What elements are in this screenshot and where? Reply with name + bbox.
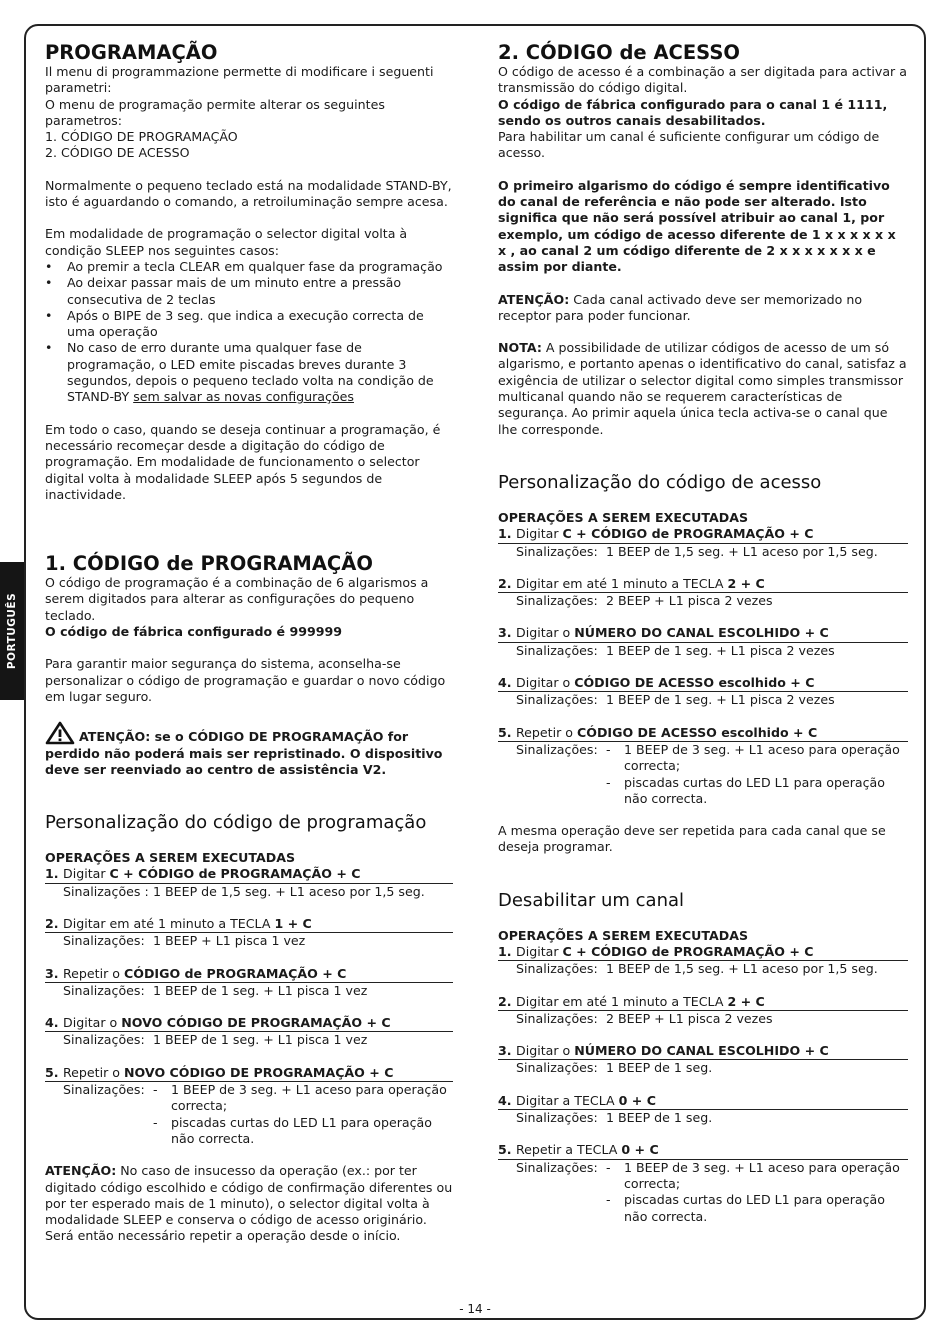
step-text [516, 526, 814, 542]
step-text [516, 1093, 656, 1109]
step-instruction [45, 866, 453, 883]
step-action: Repetir a TECLA [516, 1142, 622, 1158]
step-signals [45, 1032, 453, 1048]
page-number: - 14 - [459, 1302, 491, 1316]
dash-marker: - [606, 1192, 611, 1208]
intro-italian: Il menu di programmazione permette di modificare i seguenti parametri: [45, 64, 434, 96]
signals-label: Sinalizações: [63, 933, 145, 949]
signals-value: 1 BEEP de 1,5 seg. + L1 aceso por 1,5 seg. [606, 961, 878, 977]
signals-label: Sinalizações: [63, 1082, 145, 1098]
signals-label: Sinalizações: [516, 1110, 598, 1126]
bullet-item: • Ao deixar passar mais de um minuto entre a pressão consecutiva de 2 teclas [45, 275, 453, 308]
access-enable-text: Para habilitar um canal é suficiente configurar um código de acesso. [498, 129, 880, 161]
step-action: Digitar em até 1 minuto a TECLA [516, 575, 728, 591]
step-instruction [45, 1015, 453, 1032]
sleep-cases-list [45, 259, 453, 406]
attention-text: No caso de insucesso da operação (ex.: por ter digitado código escolhido e código de confirmação diferentes ou por ter esperado mais de 1 minuto), o selector digital volta à modalidade SLEEP e conserva o código de acesso originário. Será então necessário repetir a operação desde o início. [45, 1163, 453, 1244]
step-instruction [498, 994, 908, 1011]
bullet-item: • Ao premir a tecla CLEAR em qualquer fase da programação [45, 259, 453, 275]
signal-item [606, 742, 908, 775]
step-keys: 0 + C [618, 1092, 656, 1108]
signals-list [153, 1082, 453, 1147]
step-number: 4. [498, 1092, 512, 1108]
step-signals [45, 933, 453, 949]
factory-code: O código de fábrica configurado é 999999 [45, 624, 343, 640]
dash-marker: - [153, 1082, 158, 1098]
step-action: Digitar o [516, 1043, 575, 1059]
signal-text: 1 BEEP de 3 seg. + L1 aceso para operação correcta; [171, 1082, 447, 1114]
step-signals [498, 692, 908, 708]
step-text [63, 916, 312, 932]
step-text [516, 944, 814, 960]
step-instruction [498, 576, 908, 593]
step-number: 5. [498, 1142, 512, 1158]
step-keys: NOVO CÓDIGO DE PROGRAMAÇÃO + C [124, 1064, 394, 1080]
step-keys: 1 + C [274, 915, 312, 931]
step-number: 1. [498, 943, 512, 959]
step-instruction [498, 1043, 908, 1060]
step-instruction [498, 725, 908, 742]
menu-list-item: 2. CÓDIGO DE ACESSO [45, 145, 190, 161]
programming-heading: PROGRAMAÇÃO [45, 41, 218, 64]
step-number: 3. [45, 965, 59, 981]
disable-channel-heading: Desabilitar um canal [498, 889, 685, 911]
signals-label: Sinalizações: [516, 642, 598, 658]
signals-label: Sinalizações: [516, 741, 598, 757]
step-signals [498, 961, 908, 977]
bullet-text: No caso de erro durante uma qualquer fase de programação, o LED emite piscadas breves durante 3 segundos, depois o pequeno teclado volta na condição de STAND-BY [67, 340, 434, 405]
access-step-5 [498, 725, 908, 807]
step-number: 2. [45, 915, 59, 931]
step-action: Digitar o [63, 1015, 122, 1031]
intro-portuguese: O menu de programação permite alterar os seguintes parametros: [45, 96, 385, 128]
step-text [63, 1065, 393, 1081]
step-keys: CÓDIGO DE ACESSO escolhido + C [574, 675, 815, 691]
step-signals [498, 643, 908, 659]
attention-paragraph [45, 1163, 453, 1244]
dash-marker: - [606, 1159, 611, 1175]
signal-item [153, 1115, 453, 1148]
signals-label: Sinalizações: [516, 1159, 598, 1175]
step-keys: C + CÓDIGO de PROGRAMAÇÃO + C [562, 943, 814, 959]
step-number: 5. [45, 1064, 59, 1080]
step-instruction [45, 1065, 453, 1082]
step-keys: NOVO CÓDIGO DE PROGRAMAÇÃO + C [121, 1015, 391, 1031]
signals-value: 2 BEEP + L1 pisca 2 vezes [606, 1010, 773, 1026]
menu-list [45, 129, 453, 162]
step-instruction [498, 1142, 908, 1159]
attention-label: ATENÇÃO: [45, 1163, 117, 1179]
language-tab [0, 562, 24, 700]
attention-text: Cada canal activado deve ser memorizado no receptor para poder funcionar. [498, 291, 863, 323]
step-keys: CÓDIGO DE ACESSO escolhido + C [577, 724, 818, 740]
step-action: Repetir o [516, 724, 578, 740]
step-number: 4. [45, 1015, 59, 1031]
signal-item [153, 1082, 453, 1115]
operations-title: OPERAÇÕES A SEREM EXECUTADAS [45, 850, 296, 866]
programming-code-text: O código de programação é a combinação de 6 algarismos a serem digitados para alterar as configurações do pequeno teclado. [45, 575, 429, 623]
signals-label: Sinalizações: [516, 593, 598, 609]
programming-steps [45, 866, 453, 1064]
underlined-warning: sem salvar as novas configurações [133, 389, 354, 405]
attention-label: ATENÇÃO: [498, 291, 570, 307]
note-paragraph [498, 340, 908, 438]
step-text [516, 1142, 659, 1158]
signals-label: Sinalizações : [63, 883, 149, 899]
step-keys: C + CÓDIGO de PROGRAMAÇÃO + C [562, 526, 814, 542]
signals-label: Sinalizações: [63, 1032, 145, 1048]
custom-programming-heading: Personalização do código de programação [45, 812, 427, 834]
step-action: Digitar em até 1 minuto a TECLA [63, 915, 275, 931]
step-number: 2. [498, 993, 512, 1009]
step-action: Digitar a TECLA [516, 1092, 619, 1108]
step-number: 1. [45, 866, 59, 882]
step-action: Digitar o [516, 625, 575, 641]
step-instruction [45, 916, 453, 933]
step-keys: C + CÓDIGO de PROGRAMAÇÃO + C [109, 866, 361, 882]
signals-list [606, 1160, 908, 1225]
step-instruction [498, 1093, 908, 1110]
step-signals [45, 884, 453, 900]
right-column [498, 42, 908, 1225]
sleep-intro: Em modalidade de programação o selector digital volta à condição SLEEP nos seguintes casos: [45, 226, 408, 258]
step-number: 5. [498, 724, 512, 740]
signals-value: 1 BEEP de 1 seg. [606, 1110, 713, 1126]
step-keys: 0 + C [621, 1142, 659, 1158]
step-signals [498, 742, 908, 807]
step-keys: NÚMERO DO CANAL ESCOLHIDO + C [574, 1043, 829, 1059]
step-number: 2. [498, 575, 512, 591]
step-text [516, 675, 814, 691]
bullet-item [45, 340, 453, 405]
step-instruction [498, 675, 908, 692]
step-text [516, 725, 817, 741]
operations-title: OPERAÇÕES A SEREM EXECUTADAS [498, 927, 749, 943]
signals-value: 1 BEEP + L1 pisca 1 vez [153, 933, 306, 949]
step-signals [498, 593, 908, 609]
disable-steps [498, 944, 908, 1142]
signals-value: 2 BEEP + L1 pisca 2 vezes [606, 593, 773, 609]
step-instruction [498, 526, 908, 543]
step-number: 3. [498, 1043, 512, 1059]
signals-value: 1 BEEP de 1 seg. + L1 pisca 2 vezes [606, 642, 835, 658]
step-instruction [45, 966, 453, 983]
step-action: Repetir o [63, 1064, 125, 1080]
signals-label: Sinalizações: [516, 692, 598, 708]
step-keys: 2 + C [727, 993, 765, 1009]
note-text: A possibilidade de utilizar códigos de acesso de um só algarismo, e portanto apenas o identificativo do canal, satisfaz a exigência de utilizar o selector digital como simples transmissor multicanal quando não se requerem características de segurança. Ao primir aquela única tecla activa-se o canal que lhe corresponde. [498, 340, 907, 437]
signal-item [606, 1192, 908, 1225]
signals-label: Sinalizações: [516, 961, 598, 977]
signals-value: 1 BEEP de 1 seg. + L1 pisca 1 vez [153, 982, 368, 998]
step-signals [498, 1060, 908, 1076]
step-keys: NÚMERO DO CANAL ESCOLHIDO + C [574, 625, 829, 641]
step-text [516, 625, 829, 641]
programming-code-heading: 1. CÓDIGO de PROGRAMAÇÃO [45, 552, 373, 576]
access-code-heading: 2. CÓDIGO de ACESSO [498, 41, 740, 64]
step-text [63, 966, 346, 982]
step-number: 3. [498, 625, 512, 641]
menu-list-item: 1. CÓDIGO DE PROGRAMAÇÃO [45, 129, 238, 145]
step-instruction [498, 944, 908, 961]
step-signals [498, 1110, 908, 1126]
warning-text: ATENÇÃO: se o CÓDIGO DE PROGRAMAÇÃO for perdido não poderá mais ser repristinado. O dispositivo deve ser reenviado ao centro de assistência V2. [45, 729, 443, 777]
warning-triangle-icon [45, 721, 75, 745]
signal-text: 1 BEEP de 3 seg. + L1 aceso para operação correcta; [624, 741, 900, 774]
signal-text: piscadas curtas do LED L1 para operação não correcta. [624, 774, 885, 806]
step-signals [498, 1160, 908, 1225]
security-paragraph: Para garantir maior segurança do sistema, aconselha-se personalizar o código de programação e guardar o novo código em lugar seguro. [45, 656, 446, 704]
step-action: Digitar [516, 526, 563, 542]
lost-code-warning [45, 721, 453, 778]
step-text [516, 576, 765, 592]
step-number: 1. [498, 526, 512, 542]
signals-list [606, 742, 908, 807]
standby-paragraph: Normalmente o pequeno teclado está na modalidade STAND-BY, isto é aguardando o comando, a retroiluminação sempre acesa. [45, 177, 452, 210]
signal-text: piscadas curtas do LED L1 para operação não correcta. [624, 1192, 885, 1224]
step-instruction [498, 625, 908, 642]
language-tab-label: PORTUGUÊS [6, 592, 18, 670]
signals-label: Sinalizações: [516, 1010, 598, 1026]
signals-label: Sinalizações: [516, 1060, 598, 1076]
step-text [516, 994, 765, 1010]
repeat-paragraph: A mesma operação deve ser repetida para cada canal que se deseja programar. [498, 823, 886, 855]
custom-access-heading: Personalização do código de acesso [498, 471, 822, 493]
step-number: 4. [498, 675, 512, 691]
signal-text: piscadas curtas do LED L1 para operação não correcta. [171, 1114, 432, 1146]
step-text [63, 1015, 391, 1031]
bullet-item: • Após o BIPE de 3 seg. que indica a execução correcta de uma operação [45, 308, 453, 341]
step-keys: CÓDIGO de PROGRAMAÇÃO + C [124, 965, 347, 981]
signals-label: Sinalizações: [63, 982, 145, 998]
signals-value: 1 BEEP de 1 seg. + L1 pisca 2 vezes [606, 692, 835, 708]
step-action: Digitar [516, 943, 563, 959]
signal-item [606, 775, 908, 808]
signals-value: 1 BEEP de 1,5 seg. + L1 aceso por 1,5 seg. [606, 543, 878, 559]
step-action: Digitar em até 1 minuto a TECLA [516, 993, 728, 1009]
step-signals [45, 1082, 453, 1147]
step-keys: 2 + C [727, 575, 765, 591]
channel-attention [498, 292, 908, 325]
disable-step-5 [498, 1142, 908, 1224]
signals-label: Sinalizações: [516, 543, 598, 559]
dash-marker: - [606, 741, 611, 757]
step-signals [45, 983, 453, 999]
step-action: Digitar [63, 866, 110, 882]
signal-item [606, 1160, 908, 1193]
step-text [63, 866, 361, 882]
left-column [45, 42, 453, 1245]
step-text [516, 1043, 829, 1059]
access-steps [498, 526, 908, 724]
first-digit-paragraph: O primeiro algarismo do código é sempre identificativo do canal de referência e não pode ser alterado. Isto significa que não será possível atribuir ao canal 1, por exemplo, um código de acesso diferente de 1 x x x x x x x , ao canal 2 um código diferente de 2 x x x x x x x e assim por diante. [498, 177, 896, 275]
operations-title: OPERAÇÕES A SEREM EXECUTADAS [498, 509, 749, 525]
programming-step-5 [45, 1065, 453, 1147]
note-label: NOTA: [498, 340, 542, 356]
access-code-text: O código de acesso é a combinação a ser digitada para activar a transmissão do código digital. [498, 64, 907, 96]
access-factory-code: O código de fábrica configurado para o canal 1 é 1111, sendo os outros canais desabilitados. [498, 96, 888, 128]
signals-value: 1 BEEP de 1 seg. [606, 1060, 713, 1076]
step-signals [498, 1011, 908, 1027]
signals-value: 1 BEEP de 1,5 seg. + L1 aceso por 1,5 seg. [153, 883, 425, 899]
step-action: Digitar o [516, 675, 575, 691]
signal-text: 1 BEEP de 3 seg. + L1 aceso para operação correcta; [624, 1159, 900, 1191]
restart-paragraph: Em todo o caso, quando se deseja continuar a programação, é necessário recomeçar desde a digitação do código de programação. Em modalidade de funcionamento o selector digital volta à modalidade SLEEP após 5 segundos de inactividade. [45, 421, 441, 502]
dash-marker: - [153, 1114, 158, 1130]
step-signals [498, 544, 908, 560]
signals-value: 1 BEEP de 1 seg. + L1 pisca 1 vez [153, 1032, 368, 1048]
dash-marker: - [606, 774, 611, 790]
step-action: Repetir o [63, 965, 125, 981]
